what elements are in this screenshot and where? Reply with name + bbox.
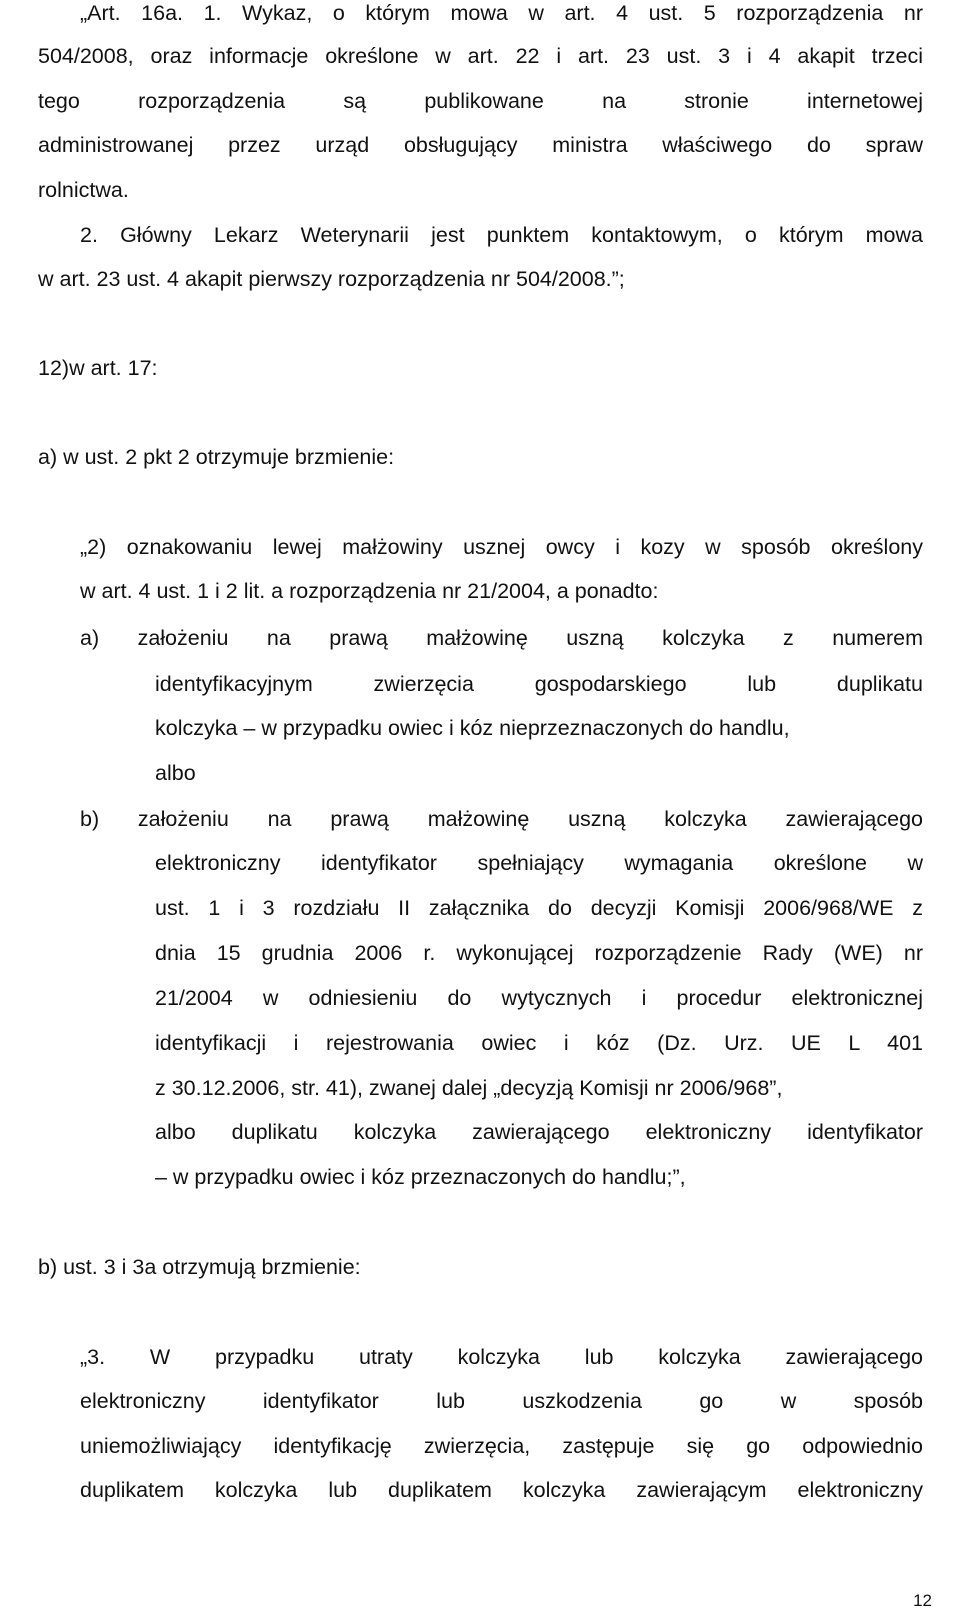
page-line: elektroniczny identyfikator spełniający wymagania określone w <box>155 851 923 875</box>
page-line: 2. Główny Lekarz Weterynarii jest punktem kontaktowym, o którym mowa <box>80 223 923 247</box>
page-line: a) założeniu na prawą małżowinę uszną kolczyka z numerem <box>80 626 923 650</box>
page-line: w art. 23 ust. 4 akapit pierwszy rozporządzenia nr 504/2008.”; <box>38 267 625 291</box>
page-line: elektroniczny identyfikator lub uszkodzenia go w sposób <box>80 1389 923 1413</box>
page-line: b) ust. 3 i 3a otrzymują brzmienie: <box>38 1255 361 1279</box>
page-line: uniemożliwiający identyfikację zwierzęcia, zastępuje się go odpowiednio <box>80 1434 923 1458</box>
page-line: rolnictwa. <box>38 178 129 202</box>
page-line: „2) oznakowaniu lewej małżowiny usznej owcy i kozy w sposób określony <box>80 535 923 559</box>
page-line: 504/2008, oraz informacje określone w art. 22 i art. 23 ust. 3 i 4 akapit trzeci <box>38 44 923 68</box>
page-line: administrowanej przez urząd obsługujący ministra właściwego do spraw <box>38 133 923 157</box>
page-line: 21/2004 w odniesieniu do wytycznych i procedur elektronicznej <box>155 986 923 1010</box>
page-line: w art. 4 ust. 1 i 2 lit. a rozporządzenia nr 21/2004, a ponadto: <box>80 579 659 603</box>
page-line: albo <box>155 761 196 785</box>
page-line: ust. 1 i 3 rozdziału II załącznika do decyzji Komisji 2006/968/WE z <box>155 896 923 920</box>
page-line: albo duplikatu kolczyka zawierającego elektroniczny identyfikator <box>155 1120 923 1144</box>
page-line: „Art. 16a. 1. Wykaz, o którym mowa w art. 4 ust. 5 rozporządzenia nr <box>80 1 923 25</box>
page-line: dnia 15 grudnia 2006 r. wykonującej rozporządzenie Rady (WE) nr <box>155 941 923 965</box>
page-number: 12 <box>913 1591 932 1610</box>
page-line: 12)w art. 17: <box>38 356 158 380</box>
page-line: z 30.12.2006, str. 41), zwanej dalej „decyzją Komisji nr 2006/968”, <box>155 1076 783 1100</box>
page-line: tego rozporządzenia są publikowane na stronie internetowej <box>38 89 923 113</box>
page-line: a) w ust. 2 pkt 2 otrzymuje brzmienie: <box>38 445 395 469</box>
page-line: kolczyka – w przypadku owiec i kóz nieprzeznaczonych do handlu, <box>155 716 790 740</box>
page-line: identyfikacyjnym zwierzęcia gospodarskiego lub duplikatu <box>155 672 923 696</box>
page-line: b) założeniu na prawą małżowinę uszną kolczyka zawierającego <box>80 807 923 831</box>
page-line: – w przypadku owiec i kóz przeznaczonych do handlu;”, <box>155 1165 686 1189</box>
page-line: „3. W przypadku utraty kolczyka lub kolczyka zawierającego <box>80 1345 923 1369</box>
page-line: identyfikacji i rejestrowania owiec i kóz (Dz. Urz. UE L 401 <box>155 1031 923 1055</box>
page-line: duplikatem kolczyka lub duplikatem kolczyka zawierającym elektroniczny <box>80 1478 923 1502</box>
